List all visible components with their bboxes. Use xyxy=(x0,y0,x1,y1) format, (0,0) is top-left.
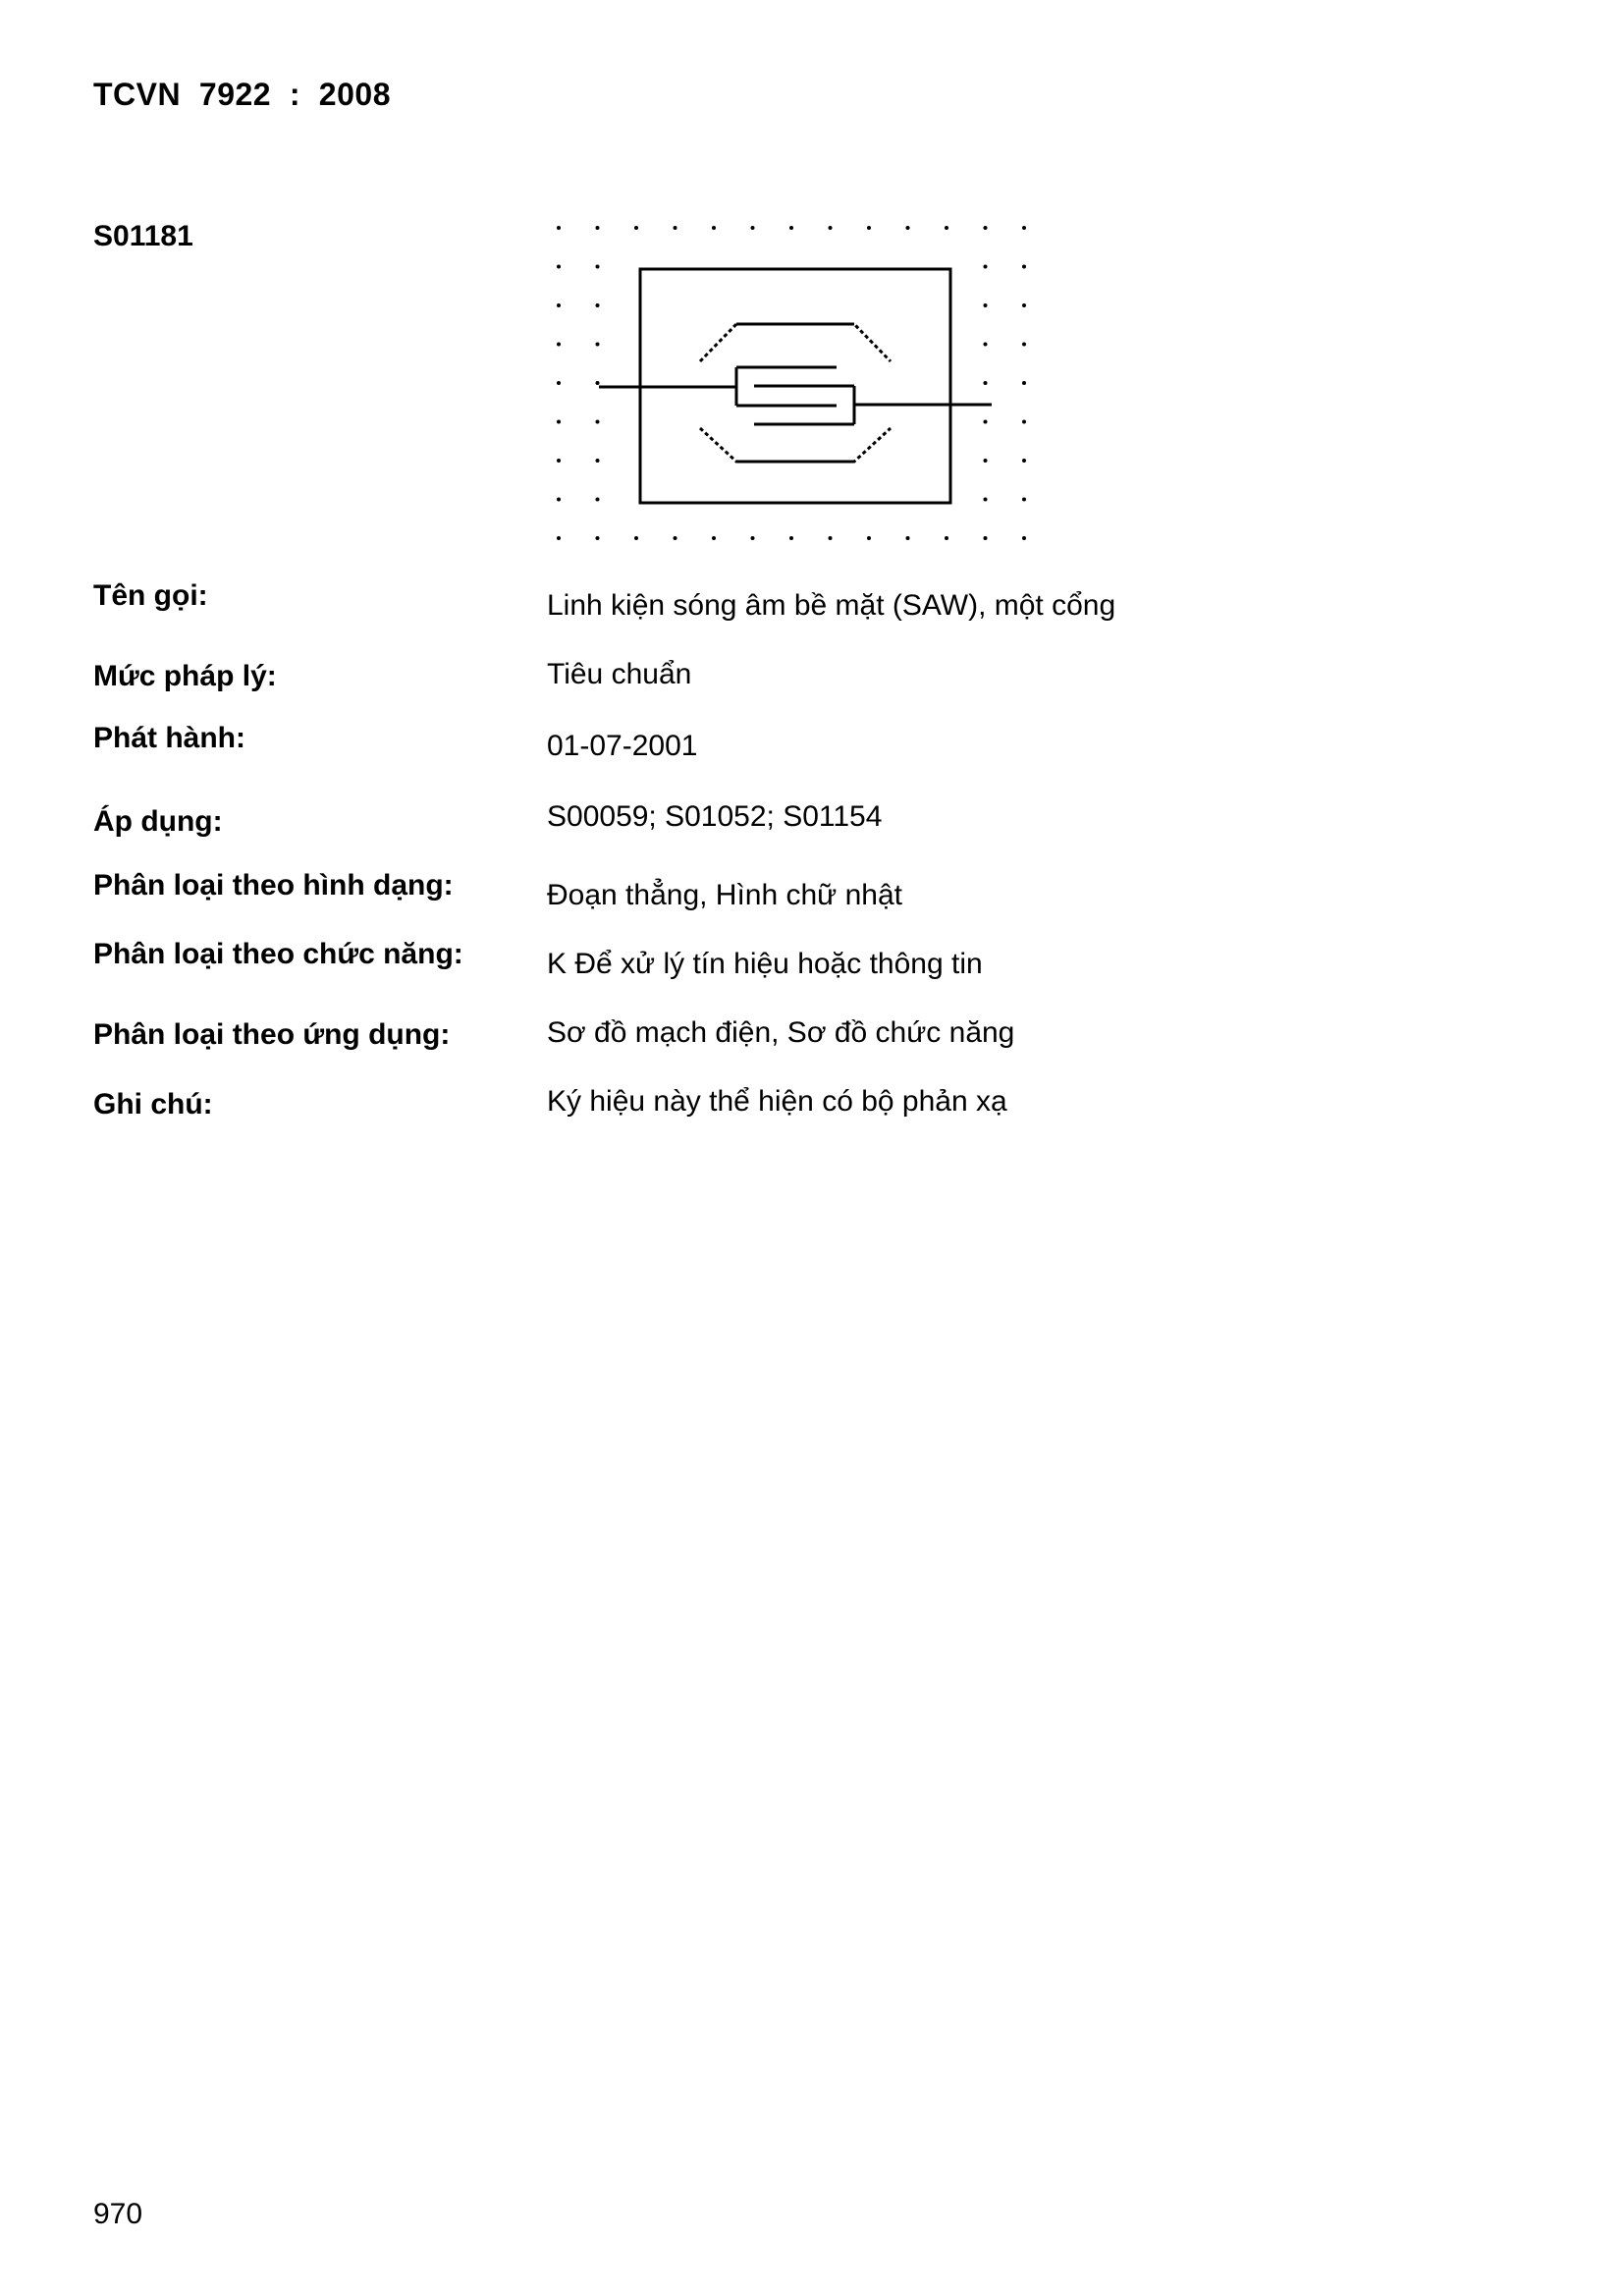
value-muc-phap-ly: Tiêu chuẩn xyxy=(547,658,692,690)
upper-reflector xyxy=(700,324,891,361)
grid-dot xyxy=(984,536,988,540)
grid-dot xyxy=(596,498,600,502)
grid-dot xyxy=(945,536,948,540)
grid-dots xyxy=(557,226,1026,540)
grid-dot xyxy=(674,536,677,540)
grid-dot xyxy=(789,226,793,230)
grid-dot xyxy=(984,343,988,347)
grid-dot xyxy=(984,226,988,230)
grid-dot xyxy=(596,343,600,347)
grid-dot xyxy=(596,226,600,230)
value-phan-loai-chuc-nang: K Để xử lý tín hiệu hoặc thông tin xyxy=(547,948,983,980)
grid-dot xyxy=(829,536,833,540)
grid-dot xyxy=(674,226,677,230)
grid-dot xyxy=(906,226,910,230)
grid-dot xyxy=(596,459,600,463)
grid-dot xyxy=(596,536,600,540)
grid-dot xyxy=(634,536,638,540)
grid-dot xyxy=(1022,226,1026,230)
grid-dot xyxy=(557,459,561,463)
grid-dot xyxy=(1022,498,1026,502)
grid-dot xyxy=(557,303,561,307)
label-ten-goi: Tên gọi: xyxy=(93,579,208,612)
grid-dot xyxy=(557,265,561,269)
grid-dot xyxy=(634,226,638,230)
value-ghi-chu: Ký hiệu này thể hiện có bộ phản xạ xyxy=(547,1085,1007,1118)
label-muc-phap-ly: Mức pháp lý: xyxy=(93,660,277,692)
grid-dot xyxy=(984,265,988,269)
value-phan-loai-ung-dung: Sơ đồ mạch điện, Sơ đồ chức năng xyxy=(547,1016,1015,1049)
label-phat-hanh: Phát hành: xyxy=(93,722,245,754)
grid-dot xyxy=(1022,536,1026,540)
grid-dot xyxy=(867,536,871,540)
grid-dot xyxy=(1022,343,1026,347)
label-phan-loai-chuc-nang: Phân loại theo chức năng: xyxy=(93,938,463,970)
grid-dot xyxy=(984,459,988,463)
value-phat-hanh: 01-07-2001 xyxy=(547,730,698,762)
grid-dot xyxy=(1022,381,1026,385)
value-phan-loai-hinh-dang: Đoạn thẳng, Hình chữ nhật xyxy=(547,879,902,911)
grid-dot xyxy=(1022,420,1026,424)
grid-dot xyxy=(829,226,833,230)
grid-dot xyxy=(557,381,561,385)
grid-dot xyxy=(789,536,793,540)
grid-dot xyxy=(751,226,755,230)
lower-reflector xyxy=(700,428,891,462)
saw-symbol-figure xyxy=(545,216,1036,550)
grid-dot xyxy=(557,498,561,502)
grid-dot xyxy=(1022,303,1026,307)
symbol-code: S01181 xyxy=(93,220,193,252)
grid-dot xyxy=(867,226,871,230)
grid-dot xyxy=(712,536,716,540)
grid-dot xyxy=(984,498,988,502)
page-number: 970 xyxy=(93,2198,143,2230)
grid-dot xyxy=(984,420,988,424)
grid-dot xyxy=(557,536,561,540)
grid-dot xyxy=(596,265,600,269)
grid-dot xyxy=(557,226,561,230)
grid-dot xyxy=(984,381,988,385)
grid-dot xyxy=(596,381,600,385)
grid-dot xyxy=(557,343,561,347)
saw-symbol-icon xyxy=(599,269,992,503)
value-ten-goi: Linh kiện sóng âm bề mặt (SAW), một cổng xyxy=(547,589,1116,622)
grid-dot xyxy=(906,536,910,540)
grid-dot xyxy=(1022,459,1026,463)
label-ghi-chu: Ghi chú: xyxy=(93,1088,213,1121)
label-phan-loai-ung-dung: Phân loại theo ứng dụng: xyxy=(93,1018,451,1051)
grid-dot xyxy=(596,420,600,424)
grid-dot xyxy=(945,226,948,230)
label-ap-dung: Áp dụng: xyxy=(93,805,223,838)
grid-dot xyxy=(557,420,561,424)
grid-dot xyxy=(751,536,755,540)
grid-dot xyxy=(984,303,988,307)
grid-dot xyxy=(1022,265,1026,269)
grid-dot xyxy=(712,226,716,230)
value-ap-dung: S00059; S01052; S01154 xyxy=(547,800,883,833)
standard-header: TCVN 7922 : 2008 xyxy=(93,77,391,112)
label-phan-loai-hinh-dang: Phân loại theo hình dạng: xyxy=(93,869,454,902)
grid-dot xyxy=(596,303,600,307)
